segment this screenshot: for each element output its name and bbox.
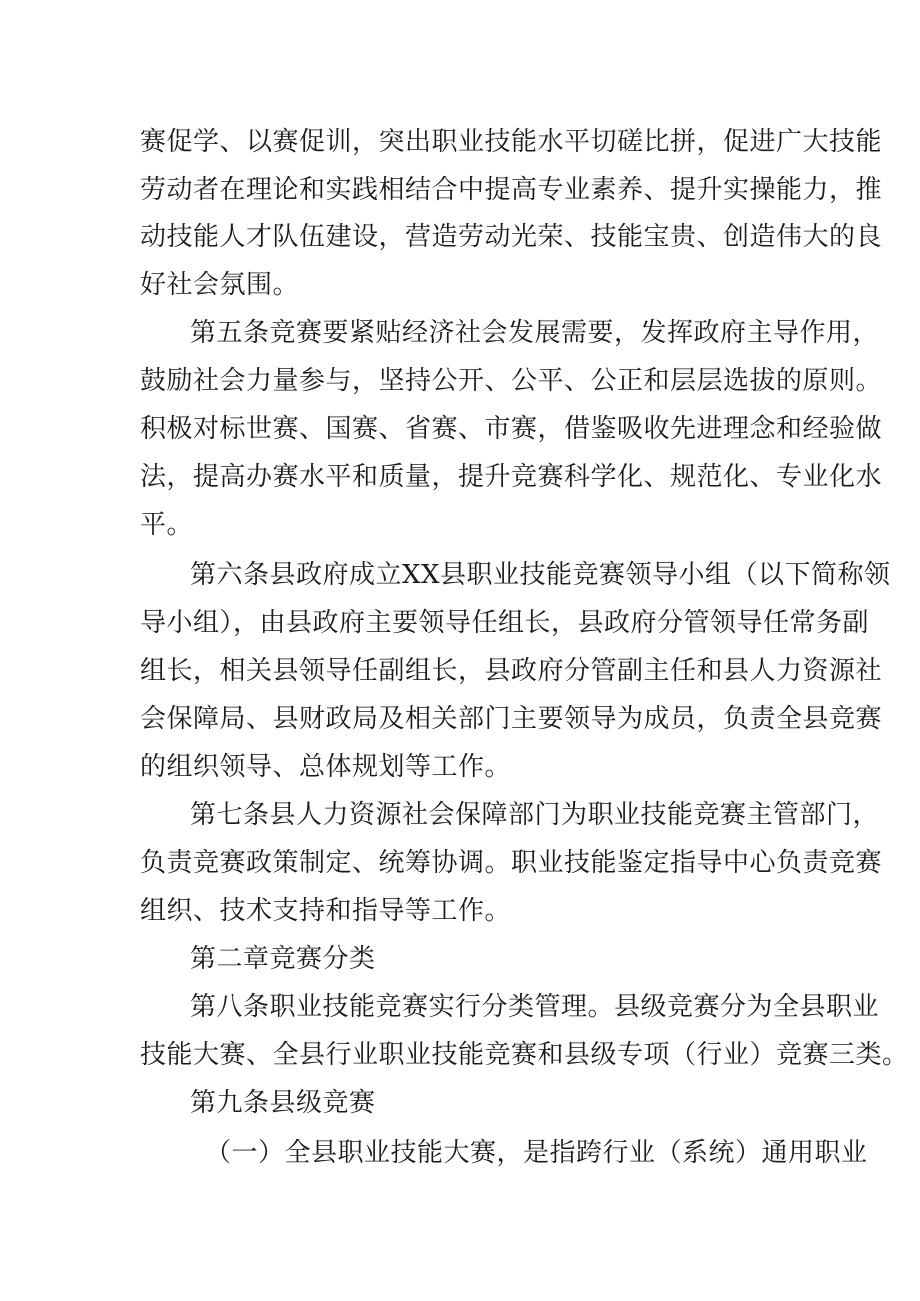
list-item-1: （一）全县职业技能大赛，是指跨行业（系统）通用职业 [205, 1138, 868, 1168]
text-line: 组织、技术支持和指导等工作。 [140, 896, 512, 926]
paragraph-start-article-7: 第七条县人力资源社会保障部门为职业技能竞赛主管部门， [190, 800, 880, 830]
text-line: 技能大赛、全县行业职业技能竞赛和县级专项（行业）竞赛三类。 [140, 1040, 909, 1070]
text-line: 的组织领导、总体规划等工作。 [140, 752, 512, 782]
text-line: 好社会氛围。 [140, 270, 300, 300]
text-line: 动技能人才队伍建设，营造劳动光荣、技能宝贵、创造伟大的良 [140, 222, 883, 252]
text-line: 法，提高办赛水平和质量，提升竞赛科学化、规范化、专业化水 [140, 462, 883, 492]
text-line: 赛促学、以赛促训，突出职业技能水平切磋比拼，促进广大技能 [140, 127, 883, 157]
text-line: 负责竞赛政策制定、统筹协调。职业技能鉴定指导中心负责竞赛 [140, 848, 883, 878]
text-line: 鼓励社会力量参与，坚持公开、公平、公正和层层选拔的原则。 [140, 366, 883, 396]
paragraph-start-article-6: 第六条县政府成立XX县职业技能竞赛领导小组（以下简称领 [190, 560, 891, 590]
text-line: 积极对标世赛、国赛、省赛、市赛，借鉴吸收先进理念和经验做 [140, 414, 883, 444]
paragraph-start-article-8: 第八条职业技能竞赛实行分类管理。县级竞赛分为全县职业 [190, 992, 880, 1022]
paragraph-start-article-5: 第五条竞赛要紧贴经济社会发展需要，发挥政府主导作用， [190, 318, 880, 348]
text-line: 劳动者在理论和实践相结合中提高专业素养、提升实操能力，推 [140, 175, 883, 205]
chapter-heading: 第二章竞赛分类 [190, 944, 376, 974]
text-line: 组长，相关县领导任副组长，县政府分管副主任和县人力资源社 [140, 656, 883, 686]
text-line: 导小组），由县政府主要领导任组长，县政府分管领导任常务副 [140, 608, 870, 638]
text-line: 平。 [140, 510, 194, 540]
text-line: 会保障局、县财政局及相关部门主要领导为成员，负责全县竞赛 [140, 704, 883, 734]
article-9-heading: 第九条县级竞赛 [190, 1088, 376, 1118]
